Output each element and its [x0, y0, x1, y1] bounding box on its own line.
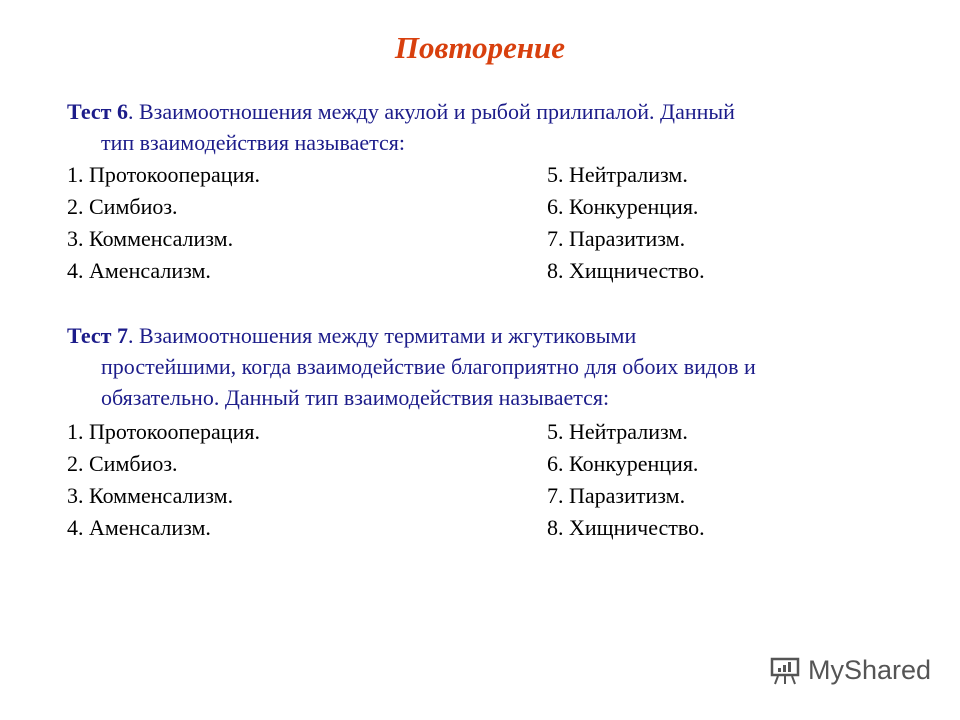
- option: 4. Аменсализм.: [67, 258, 211, 283]
- test-label: Тест 7: [67, 323, 128, 348]
- presentation-board-icon: [768, 656, 802, 686]
- option: 5. Нейтрализм.: [547, 419, 688, 444]
- option: 1. Протокооперация.: [67, 162, 260, 187]
- question-text: . Взаимоотношения между термитами и жгутиковыми: [127, 323, 637, 348]
- question-text: обязательно. Данный тип взаимодействия называется:: [101, 385, 610, 410]
- option: 4. Аменсализм.: [67, 515, 211, 540]
- test-6-question: [67, 96, 907, 158]
- question-text: простейшими, когда взаимодействие благоприятно для обоих видов и: [101, 354, 756, 379]
- option: 6. Конкуренция.: [547, 451, 699, 476]
- question-text: тип взаимодействия называется:: [101, 130, 405, 155]
- test-label: Тест 6: [67, 99, 128, 124]
- option: 3. Комменсализм.: [67, 483, 234, 508]
- test-7-question: [67, 320, 907, 413]
- option: 8. Хищничество.: [547, 258, 705, 283]
- watermark-text: MyShared: [808, 655, 932, 685]
- option: 1. Протокооперация.: [67, 419, 260, 444]
- option: 7. Паразитизм.: [547, 483, 686, 508]
- watermark-logo: [768, 655, 931, 686]
- option: 5. Нейтрализм.: [547, 162, 688, 187]
- option: 2. Симбиоз.: [67, 451, 178, 476]
- option: 7. Паразитизм.: [547, 226, 686, 251]
- question-text: . Взаимоотношения между акулой и рыбой прилипалой. Данный: [127, 99, 735, 124]
- option: 6. Конкуренция.: [547, 194, 699, 219]
- option: 3. Комменсализм.: [67, 226, 234, 251]
- slide-title: Повторение: [394, 30, 566, 65]
- option: 2. Симбиоз.: [67, 194, 178, 219]
- option: 8. Хищничество.: [547, 515, 705, 540]
